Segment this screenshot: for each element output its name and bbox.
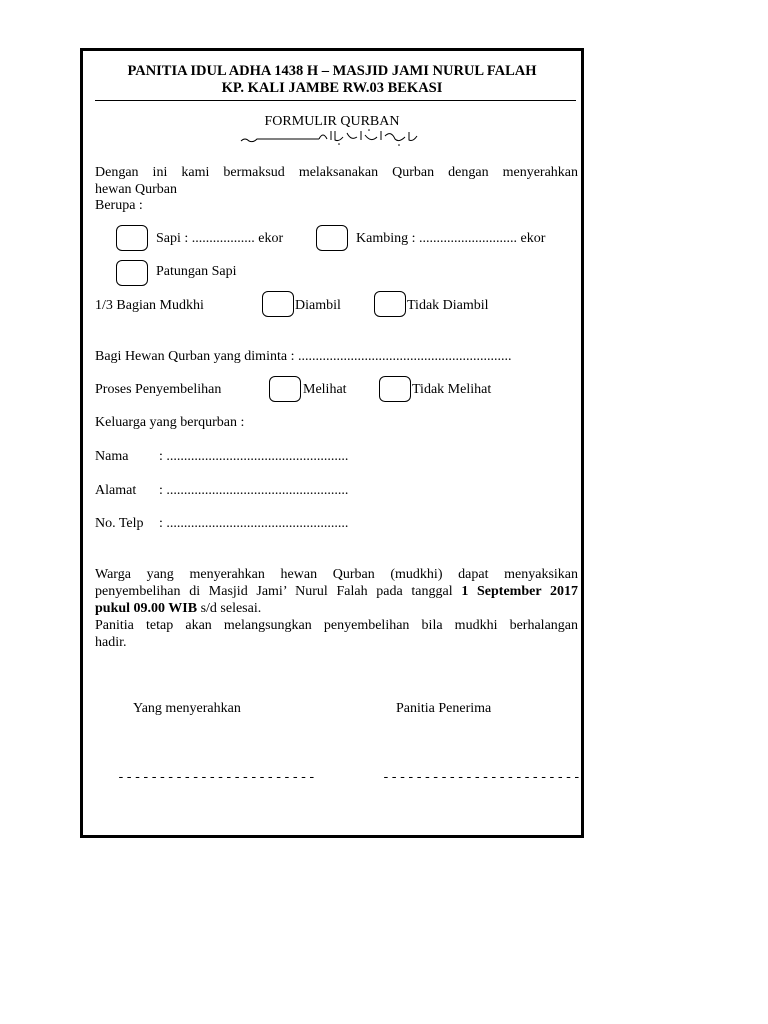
basmalah-calligraphy xyxy=(239,127,419,147)
patungan-sapi-checkbox[interactable] xyxy=(116,260,148,286)
header-line-2: KP. KALI JAMBE RW.03 BEKASI xyxy=(221,80,443,96)
header-line-1: PANITIA IDUL ADHA 1438 H – MASJID JAMI NURUL FALAH xyxy=(127,63,537,79)
receiver-label: Panitia Penerima xyxy=(396,701,492,716)
patungan-sapi-label: Patungan Sapi xyxy=(156,264,237,279)
notice-date: 1 September 2017 xyxy=(461,584,578,599)
kambing-checkbox[interactable] xyxy=(316,225,348,251)
notice-line-3-text: s/d selesai. xyxy=(197,601,262,616)
sapi-label: Sapi : .................. ekor xyxy=(156,231,284,246)
mudkhi-label: 1/3 Bagian Mudkhi xyxy=(95,298,204,313)
family-label: Keluarga yang berqurban : xyxy=(95,415,245,430)
melihat-checkbox[interactable] xyxy=(269,376,301,402)
tidak-diambil-label: Tidak Diambil xyxy=(407,298,489,313)
nama-label: Nama xyxy=(95,449,129,464)
melihat-label: Melihat xyxy=(303,382,347,397)
tidak-diambil-checkbox[interactable] xyxy=(374,291,406,317)
form-frame xyxy=(80,48,584,838)
proses-label: Proses Penyembelihan xyxy=(95,382,222,397)
giver-label: Yang menyerahkan xyxy=(133,701,241,716)
notice-line-3 xyxy=(95,600,578,617)
requested-animal-field[interactable]: Bagi Hewan Qurban yang diminta : ............................................................. xyxy=(95,349,512,364)
notice-line-1: Warga yang menyerahkan hewan Qurban (mudkhi) dapat menyaksikan xyxy=(95,567,578,582)
basmalah-calligraphy-icon xyxy=(239,127,419,147)
sapi-checkbox[interactable] xyxy=(116,225,148,251)
header-divider xyxy=(95,100,576,101)
diambil-checkbox[interactable] xyxy=(262,291,294,317)
telp-field[interactable]: : .................................................... xyxy=(159,516,349,531)
receiver-signature-line: ------------------------ xyxy=(382,770,582,785)
kambing-label: Kambing : ............................ ekor xyxy=(356,231,546,246)
intro-line-1: Dengan ini kami bermaksud melaksanakan Qurban dengan menyerahkan xyxy=(95,165,578,180)
form-title: FORMULIR QURBAN xyxy=(264,114,400,129)
nama-field[interactable]: : .................................................... xyxy=(159,449,349,464)
intro-line-2: hewan Qurban xyxy=(95,182,178,197)
tidak-melihat-label: Tidak Melihat xyxy=(412,382,492,397)
tidak-melihat-checkbox[interactable] xyxy=(379,376,411,402)
alamat-field[interactable]: : .................................................... xyxy=(159,483,349,498)
notice-time: pukul 09.00 WIB xyxy=(95,601,198,616)
notice-line-2 xyxy=(95,583,578,600)
alamat-label: Alamat xyxy=(95,483,137,498)
notice-line-5: hadir. xyxy=(95,635,127,650)
telp-label: No. Telp xyxy=(95,516,144,531)
notice-line-2-text: penyembelihan di Masjid Jami’ Nurul Falah pada tanggal xyxy=(95,584,462,599)
diambil-label: Diambil xyxy=(295,298,341,313)
giver-signature-line: ------------------------ xyxy=(117,770,317,785)
intro-berupa: Berupa : xyxy=(95,198,143,213)
notice-line-4: Panitia tetap akan melangsungkan penyembelihan bila mudkhi berhalangan xyxy=(95,618,578,633)
